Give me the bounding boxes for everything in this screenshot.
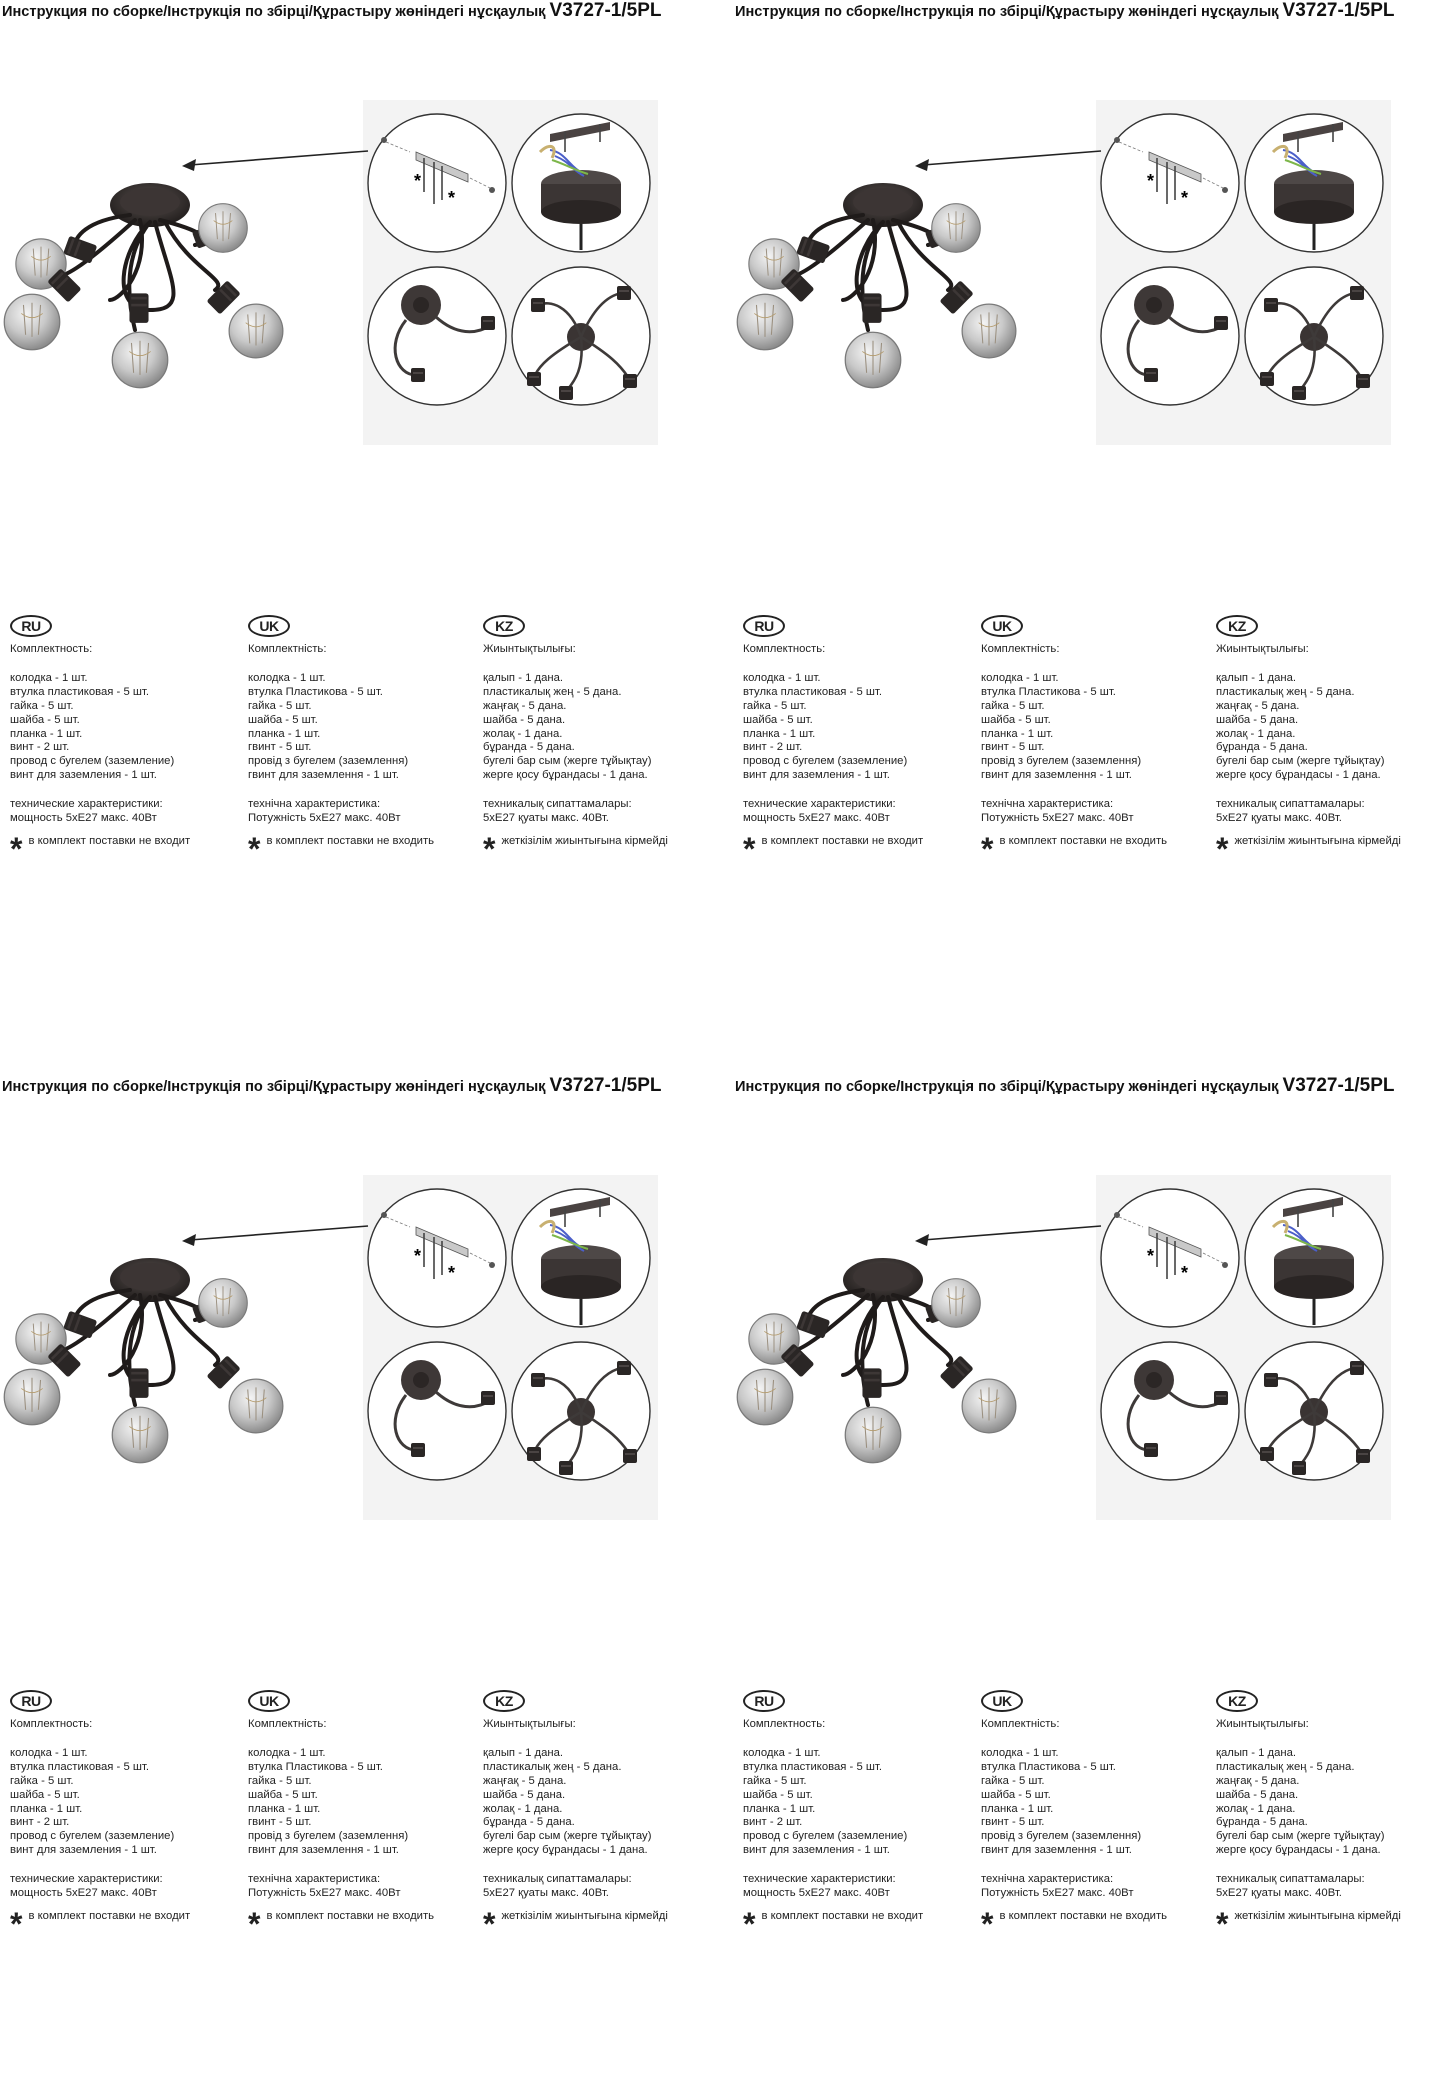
list-item: винт для заземления - 1 шт. — [743, 1844, 890, 1857]
list-item: шайба - 5 шт. — [981, 713, 1051, 726]
tech-heading: техникалық сипаттамалары: — [1216, 1873, 1365, 1886]
asterisk-note — [1216, 1905, 1430, 1942]
list-item: винт для заземления - 1 шт. — [10, 1844, 157, 1857]
list-item: жерге қосу бұрандасы - 1 дана. — [483, 1844, 648, 1857]
tech-value: 5хЕ27 қуаты макс. 40Вт. — [483, 812, 609, 825]
list-item: винт - 2 шт. — [10, 1816, 70, 1829]
list-item: гвинт - 5 шт. — [248, 741, 312, 754]
section-heading: Комплектність: — [981, 643, 1060, 655]
items-list — [248, 672, 483, 783]
asterisk-icon: * — [981, 1905, 994, 1942]
asterisk-note — [10, 830, 245, 867]
list-item: планка - 1 шт. — [743, 727, 816, 740]
list-item: провід з бугелем (заземлення) — [981, 755, 1142, 768]
language-badge: KZ — [1216, 615, 1258, 637]
list-item: шайба - 5 шт. — [743, 1788, 813, 1801]
items-list — [1216, 672, 1430, 783]
items-list — [10, 1747, 245, 1858]
language-badge: UK — [248, 1690, 290, 1712]
list-item: гайка - 5 шт. — [10, 1774, 74, 1787]
note-text: в комплект поставки не входит — [28, 835, 191, 848]
title-text: Инструкция по сборке/Інструкція по збірці/Құрастыру жөніндегі нұсқаулық — [2, 1079, 550, 1095]
items-list — [1216, 1747, 1430, 1858]
list-item: бугелі бар сым (жерге тұйықтау) — [483, 1830, 652, 1843]
language-badge: RU — [743, 615, 785, 637]
section-heading: Жиынтықтылығы: — [483, 643, 576, 655]
section-kz — [483, 615, 715, 867]
list-item: шайба - 5 дана. — [1216, 713, 1299, 726]
language-badge: KZ — [483, 1690, 525, 1712]
section-uk — [248, 1690, 483, 1942]
tech-heading: техникалық сипаттамалары: — [483, 1873, 632, 1886]
asterisk-note — [10, 1905, 245, 1942]
section-heading: Комплектность: — [10, 643, 93, 655]
list-item: провід з бугелем (заземлення) — [981, 1830, 1142, 1843]
section-kz — [1216, 1690, 1430, 1942]
list-item: шайба - 5 шт. — [981, 1788, 1051, 1801]
tech-value: мощность 5хЕ27 макс. 40Вт — [743, 812, 890, 825]
document-title — [2, 0, 662, 22]
arrow-icon — [180, 1220, 380, 1250]
canopy-wiring-detail — [1243, 1187, 1385, 1329]
asterisk-marker: * — [448, 1263, 456, 1283]
model-number: V3727-1/5PL — [1282, 1075, 1395, 1096]
tech-heading: технічна характеристика: — [248, 798, 381, 811]
list-item: втулка пластиковая - 5 шт. — [743, 1760, 882, 1773]
list-item: жаңғақ - 5 дана. — [1216, 1774, 1300, 1787]
asterisk-marker: * — [1147, 1246, 1155, 1266]
asterisk-marker: * — [1181, 1263, 1189, 1283]
language-badge: RU — [10, 1690, 52, 1712]
screw-bracket-detail — [1099, 112, 1241, 254]
tech-value: мощность 5хЕ27 макс. 40Вт — [10, 1887, 157, 1900]
note-text: в комплект поставки не входит — [761, 835, 924, 848]
note-text: в комплект поставки не входить — [999, 835, 1168, 848]
tech-value: 5хЕ27 қуаты макс. 40Вт. — [1216, 1887, 1342, 1900]
list-item: винт - 2 шт. — [743, 1816, 803, 1829]
list-item: колодка - 1 шт. — [981, 1746, 1059, 1759]
tech-heading: технические характеристики: — [743, 798, 896, 811]
list-item: винт - 2 шт. — [743, 741, 803, 754]
note-text: в комплект поставки не входит — [761, 1910, 924, 1923]
list-item: гайка - 5 шт. — [743, 699, 807, 712]
items-list — [981, 1747, 1216, 1858]
note-text: жеткізілім жиынтығына кірмейді — [501, 835, 668, 848]
list-item: қалып - 1 дана. — [483, 671, 564, 684]
socket-wiring-detail — [510, 1340, 652, 1482]
list-item: гайка - 5 шт. — [743, 1774, 807, 1787]
canopy-socket-detail — [1099, 1340, 1241, 1482]
asterisk-marker: * — [414, 171, 422, 191]
list-item: гвинт - 5 шт. — [981, 741, 1045, 754]
asterisk-marker: * — [1181, 188, 1189, 208]
items-list — [483, 1747, 715, 1858]
tech-value: мощность 5хЕ27 макс. 40Вт — [10, 812, 157, 825]
tech-heading: техникалық сипаттамалары: — [1216, 798, 1365, 811]
list-item: колодка - 1 шт. — [981, 671, 1059, 684]
list-item: жолақ - 1 дана. — [483, 727, 563, 740]
instruction-panel — [0, 0, 715, 1000]
instruction-panel — [733, 0, 1430, 1000]
list-item: пластикалық жең - 5 дана. — [483, 685, 622, 698]
pendant-lamp-illustration — [733, 1235, 1023, 1495]
asterisk-marker: * — [414, 1246, 422, 1266]
asterisk-note — [1216, 830, 1430, 867]
canopy-wiring-detail — [1243, 112, 1385, 254]
list-item: жерге қосу бұрандасы - 1 дана. — [1216, 769, 1381, 782]
note-text: жеткізілім жиынтығына кірмейді — [1234, 835, 1401, 848]
asterisk-marker: * — [448, 188, 456, 208]
section-kz — [1216, 615, 1430, 867]
arrow-icon — [180, 145, 380, 175]
pendant-lamp-illustration — [0, 160, 290, 420]
list-item: колодка - 1 шт. — [743, 671, 821, 684]
asterisk-note — [483, 1905, 715, 1942]
pendant-lamp-illustration — [0, 1235, 290, 1495]
tech-heading: технічна характеристика: — [248, 1873, 381, 1886]
list-item: планка - 1 шт. — [10, 1802, 83, 1815]
items-list — [248, 1747, 483, 1858]
canopy-wiring-detail — [510, 1187, 652, 1329]
list-item: гайка - 5 шт. — [10, 699, 74, 712]
list-item: гайка - 5 шт. — [981, 1774, 1045, 1787]
list-item: винт - 2 шт. — [10, 741, 70, 754]
items-list — [10, 672, 245, 783]
list-item: провод с бугелем (заземление) — [743, 755, 908, 768]
list-item: қалып - 1 дана. — [1216, 671, 1297, 684]
list-item: планка - 1 шт. — [10, 727, 83, 740]
tech-heading: технічна характеристика: — [981, 798, 1114, 811]
screw-bracket-detail — [1099, 1187, 1241, 1329]
list-item: винт для заземления - 1 шт. — [10, 769, 157, 782]
asterisk-icon: * — [10, 1905, 23, 1942]
section-ru — [10, 1690, 245, 1942]
list-item: втулка пластиковая - 5 шт. — [10, 685, 149, 698]
list-item: бугелі бар сым (жерге тұйықтау) — [483, 755, 652, 768]
tech-value: 5хЕ27 қуаты макс. 40Вт. — [483, 1887, 609, 1900]
pendant-lamp-illustration — [733, 160, 1023, 420]
document-title — [735, 1075, 1395, 1097]
list-item: втулка Пластикова - 5 шт. — [248, 685, 383, 698]
socket-wiring-detail — [1243, 1340, 1385, 1482]
asterisk-note — [981, 830, 1216, 867]
arrow-icon — [913, 145, 1113, 175]
asterisk-icon: * — [1216, 1905, 1229, 1942]
list-item: жолақ - 1 дана. — [483, 1802, 563, 1815]
section-ru — [10, 615, 245, 867]
asterisk-icon: * — [248, 1905, 261, 1942]
document-title — [735, 0, 1395, 22]
tech-heading: техникалық сипаттамалары: — [483, 798, 632, 811]
list-item: колодка - 1 шт. — [10, 671, 88, 684]
note-text: жеткізілім жиынтығына кірмейді — [1234, 1910, 1401, 1923]
list-item: бұранда - 5 дана. — [483, 741, 575, 754]
list-item: қалып - 1 дана. — [1216, 1746, 1297, 1759]
list-item: втулка Пластикова - 5 шт. — [981, 685, 1116, 698]
asterisk-note — [248, 830, 483, 867]
language-badge: UK — [981, 615, 1023, 637]
tech-value: мощность 5хЕ27 макс. 40Вт — [743, 1887, 890, 1900]
language-badge: KZ — [483, 615, 525, 637]
list-item: шайба - 5 шт. — [248, 1788, 318, 1801]
model-number: V3727-1/5PL — [1282, 0, 1395, 21]
section-kz — [483, 1690, 715, 1942]
section-ru — [743, 1690, 978, 1942]
section-heading: Жиынтықтылығы: — [483, 1718, 576, 1730]
canopy-wiring-detail — [510, 112, 652, 254]
list-item: гвинт для заземлення - 1 шт. — [981, 1844, 1132, 1857]
list-item: жаңғақ - 5 дана. — [483, 699, 567, 712]
asterisk-icon: * — [743, 1905, 756, 1942]
list-item: гайка - 5 шт. — [248, 699, 312, 712]
list-item: гвинт для заземлення - 1 шт. — [248, 769, 399, 782]
asterisk-note — [483, 830, 715, 867]
items-list — [743, 672, 978, 783]
tech-heading: технічна характеристика: — [981, 1873, 1114, 1886]
screw-bracket-detail — [366, 1187, 508, 1329]
tech-value: 5хЕ27 қуаты макс. 40Вт. — [1216, 812, 1342, 825]
asterisk-note — [248, 1905, 483, 1942]
note-text: в комплект поставки не входить — [266, 1910, 435, 1923]
tech-value: Потужність 5хЕ27 макс. 40Вт — [981, 812, 1134, 825]
language-badge: UK — [248, 615, 290, 637]
list-item: планка - 1 шт. — [981, 727, 1054, 740]
list-item: жаңғақ - 5 дана. — [483, 1774, 567, 1787]
section-heading: Комплектность: — [10, 1718, 93, 1730]
model-number: V3727-1/5PL — [549, 0, 662, 21]
instruction-panel — [0, 1075, 715, 2075]
list-item: колодка - 1 шт. — [248, 671, 326, 684]
list-item: планка - 1 шт. — [248, 1802, 321, 1815]
section-heading: Комплектність: — [981, 1718, 1060, 1730]
list-item: пластикалық жең - 5 дана. — [1216, 1760, 1355, 1773]
note-text: в комплект поставки не входит — [28, 1910, 191, 1923]
language-badge: KZ — [1216, 1690, 1258, 1712]
title-text: Инструкция по сборке/Інструкція по збірці/Құрастыру жөніндегі нұсқаулық — [735, 4, 1283, 20]
list-item: втулка Пластикова - 5 шт. — [248, 1760, 383, 1773]
list-item: гвинт - 5 шт. — [981, 1816, 1045, 1829]
asterisk-note — [743, 1905, 978, 1942]
asterisk-note — [743, 830, 978, 867]
tech-heading: технические характеристики: — [10, 1873, 163, 1886]
note-text: в комплект поставки не входить — [266, 835, 435, 848]
tech-value: Потужність 5хЕ27 макс. 40Вт — [248, 812, 401, 825]
list-item: шайба - 5 шт. — [10, 1788, 80, 1801]
language-badge: UK — [981, 1690, 1023, 1712]
note-text: жеткізілім жиынтығына кірмейді — [501, 1910, 668, 1923]
list-item: провід з бугелем (заземлення) — [248, 755, 409, 768]
list-item: втулка пластиковая - 5 шт. — [10, 1760, 149, 1773]
list-item: гвинт - 5 шт. — [248, 1816, 312, 1829]
section-heading: Комплектность: — [743, 1718, 826, 1730]
list-item: пластикалық жең - 5 дана. — [483, 1760, 622, 1773]
list-item: шайба - 5 шт. — [10, 713, 80, 726]
list-item: планка - 1 шт. — [743, 1802, 816, 1815]
tech-heading: технические характеристики: — [10, 798, 163, 811]
list-item: жерге қосу бұрандасы - 1 дана. — [1216, 1844, 1381, 1857]
list-item: жолақ - 1 дана. — [1216, 1802, 1296, 1815]
asterisk-icon: * — [483, 830, 496, 867]
list-item: гайка - 5 шт. — [248, 1774, 312, 1787]
model-number: V3727-1/5PL — [549, 1075, 662, 1096]
list-item: бұранда - 5 дана. — [483, 1816, 575, 1829]
items-list — [743, 1747, 978, 1858]
title-text: Инструкция по сборке/Інструкція по збірці/Құрастыру жөніндегі нұсқаулық — [2, 4, 550, 20]
section-heading: Комплектность: — [743, 643, 826, 655]
note-text: в комплект поставки не входить — [999, 1910, 1168, 1923]
section-heading: Комплектність: — [248, 643, 327, 655]
canopy-socket-detail — [1099, 265, 1241, 407]
arrow-icon — [913, 1220, 1113, 1250]
list-item: втулка Пластикова - 5 шт. — [981, 1760, 1116, 1773]
list-item: винт для заземления - 1 шт. — [743, 769, 890, 782]
list-item: провід з бугелем (заземлення) — [248, 1830, 409, 1843]
language-badge: RU — [743, 1690, 785, 1712]
list-item: гвинт для заземлення - 1 шт. — [248, 1844, 399, 1857]
items-list — [483, 672, 715, 783]
section-uk — [981, 1690, 1216, 1942]
list-item: колодка - 1 шт. — [10, 1746, 88, 1759]
list-item: қалып - 1 дана. — [483, 1746, 564, 1759]
tech-value: Потужність 5хЕ27 макс. 40Вт — [248, 1887, 401, 1900]
asterisk-icon: * — [10, 830, 23, 867]
section-uk — [981, 615, 1216, 867]
asterisk-icon: * — [483, 1905, 496, 1942]
list-item: втулка пластиковая - 5 шт. — [743, 685, 882, 698]
asterisk-marker: * — [1147, 171, 1155, 191]
list-item: бугелі бар сым (жерге тұйықтау) — [1216, 1830, 1385, 1843]
list-item: планка - 1 шт. — [981, 1802, 1054, 1815]
list-item: колодка - 1 шт. — [248, 1746, 326, 1759]
list-item: бұранда - 5 дана. — [1216, 741, 1308, 754]
list-item: гайка - 5 шт. — [981, 699, 1045, 712]
asterisk-note — [981, 1905, 1216, 1942]
list-item: шайба - 5 дана. — [1216, 1788, 1299, 1801]
canopy-socket-detail — [366, 1340, 508, 1482]
canopy-socket-detail — [366, 265, 508, 407]
document-title — [2, 1075, 662, 1097]
section-heading: Комплектність: — [248, 1718, 327, 1730]
section-heading: Жиынтықтылығы: — [1216, 643, 1309, 655]
list-item: колодка - 1 шт. — [743, 1746, 821, 1759]
list-item: жерге қосу бұрандасы - 1 дана. — [483, 769, 648, 782]
list-item: бугелі бар сым (жерге тұйықтау) — [1216, 755, 1385, 768]
socket-wiring-detail — [510, 265, 652, 407]
items-list — [981, 672, 1216, 783]
asterisk-icon: * — [1216, 830, 1229, 867]
instruction-panel — [733, 1075, 1430, 2075]
list-item: планка - 1 шт. — [248, 727, 321, 740]
section-ru — [743, 615, 978, 867]
list-item: жаңғақ - 5 дана. — [1216, 699, 1300, 712]
title-text: Инструкция по сборке/Інструкція по збірці/Құрастыру жөніндегі нұсқаулық — [735, 1079, 1283, 1095]
list-item: провод с бугелем (заземление) — [10, 1830, 175, 1843]
asterisk-icon: * — [981, 830, 994, 867]
list-item: жолақ - 1 дана. — [1216, 727, 1296, 740]
list-item: гвинт для заземлення - 1 шт. — [981, 769, 1132, 782]
list-item: шайба - 5 дана. — [483, 713, 566, 726]
section-heading: Жиынтықтылығы: — [1216, 1718, 1309, 1730]
screw-bracket-detail — [366, 112, 508, 254]
tech-heading: технические характеристики: — [743, 1873, 896, 1886]
list-item: провод с бугелем (заземление) — [743, 1830, 908, 1843]
asterisk-icon: * — [743, 830, 756, 867]
list-item: шайба - 5 дана. — [483, 1788, 566, 1801]
list-item: провод с бугелем (заземление) — [10, 755, 175, 768]
socket-wiring-detail — [1243, 265, 1385, 407]
language-badge: RU — [10, 615, 52, 637]
list-item: бұранда - 5 дана. — [1216, 1816, 1308, 1829]
list-item: шайба - 5 шт. — [743, 713, 813, 726]
tech-value: Потужність 5хЕ27 макс. 40Вт — [981, 1887, 1134, 1900]
list-item: шайба - 5 шт. — [248, 713, 318, 726]
asterisk-icon: * — [248, 830, 261, 867]
section-uk — [248, 615, 483, 867]
list-item: пластикалық жең - 5 дана. — [1216, 685, 1355, 698]
